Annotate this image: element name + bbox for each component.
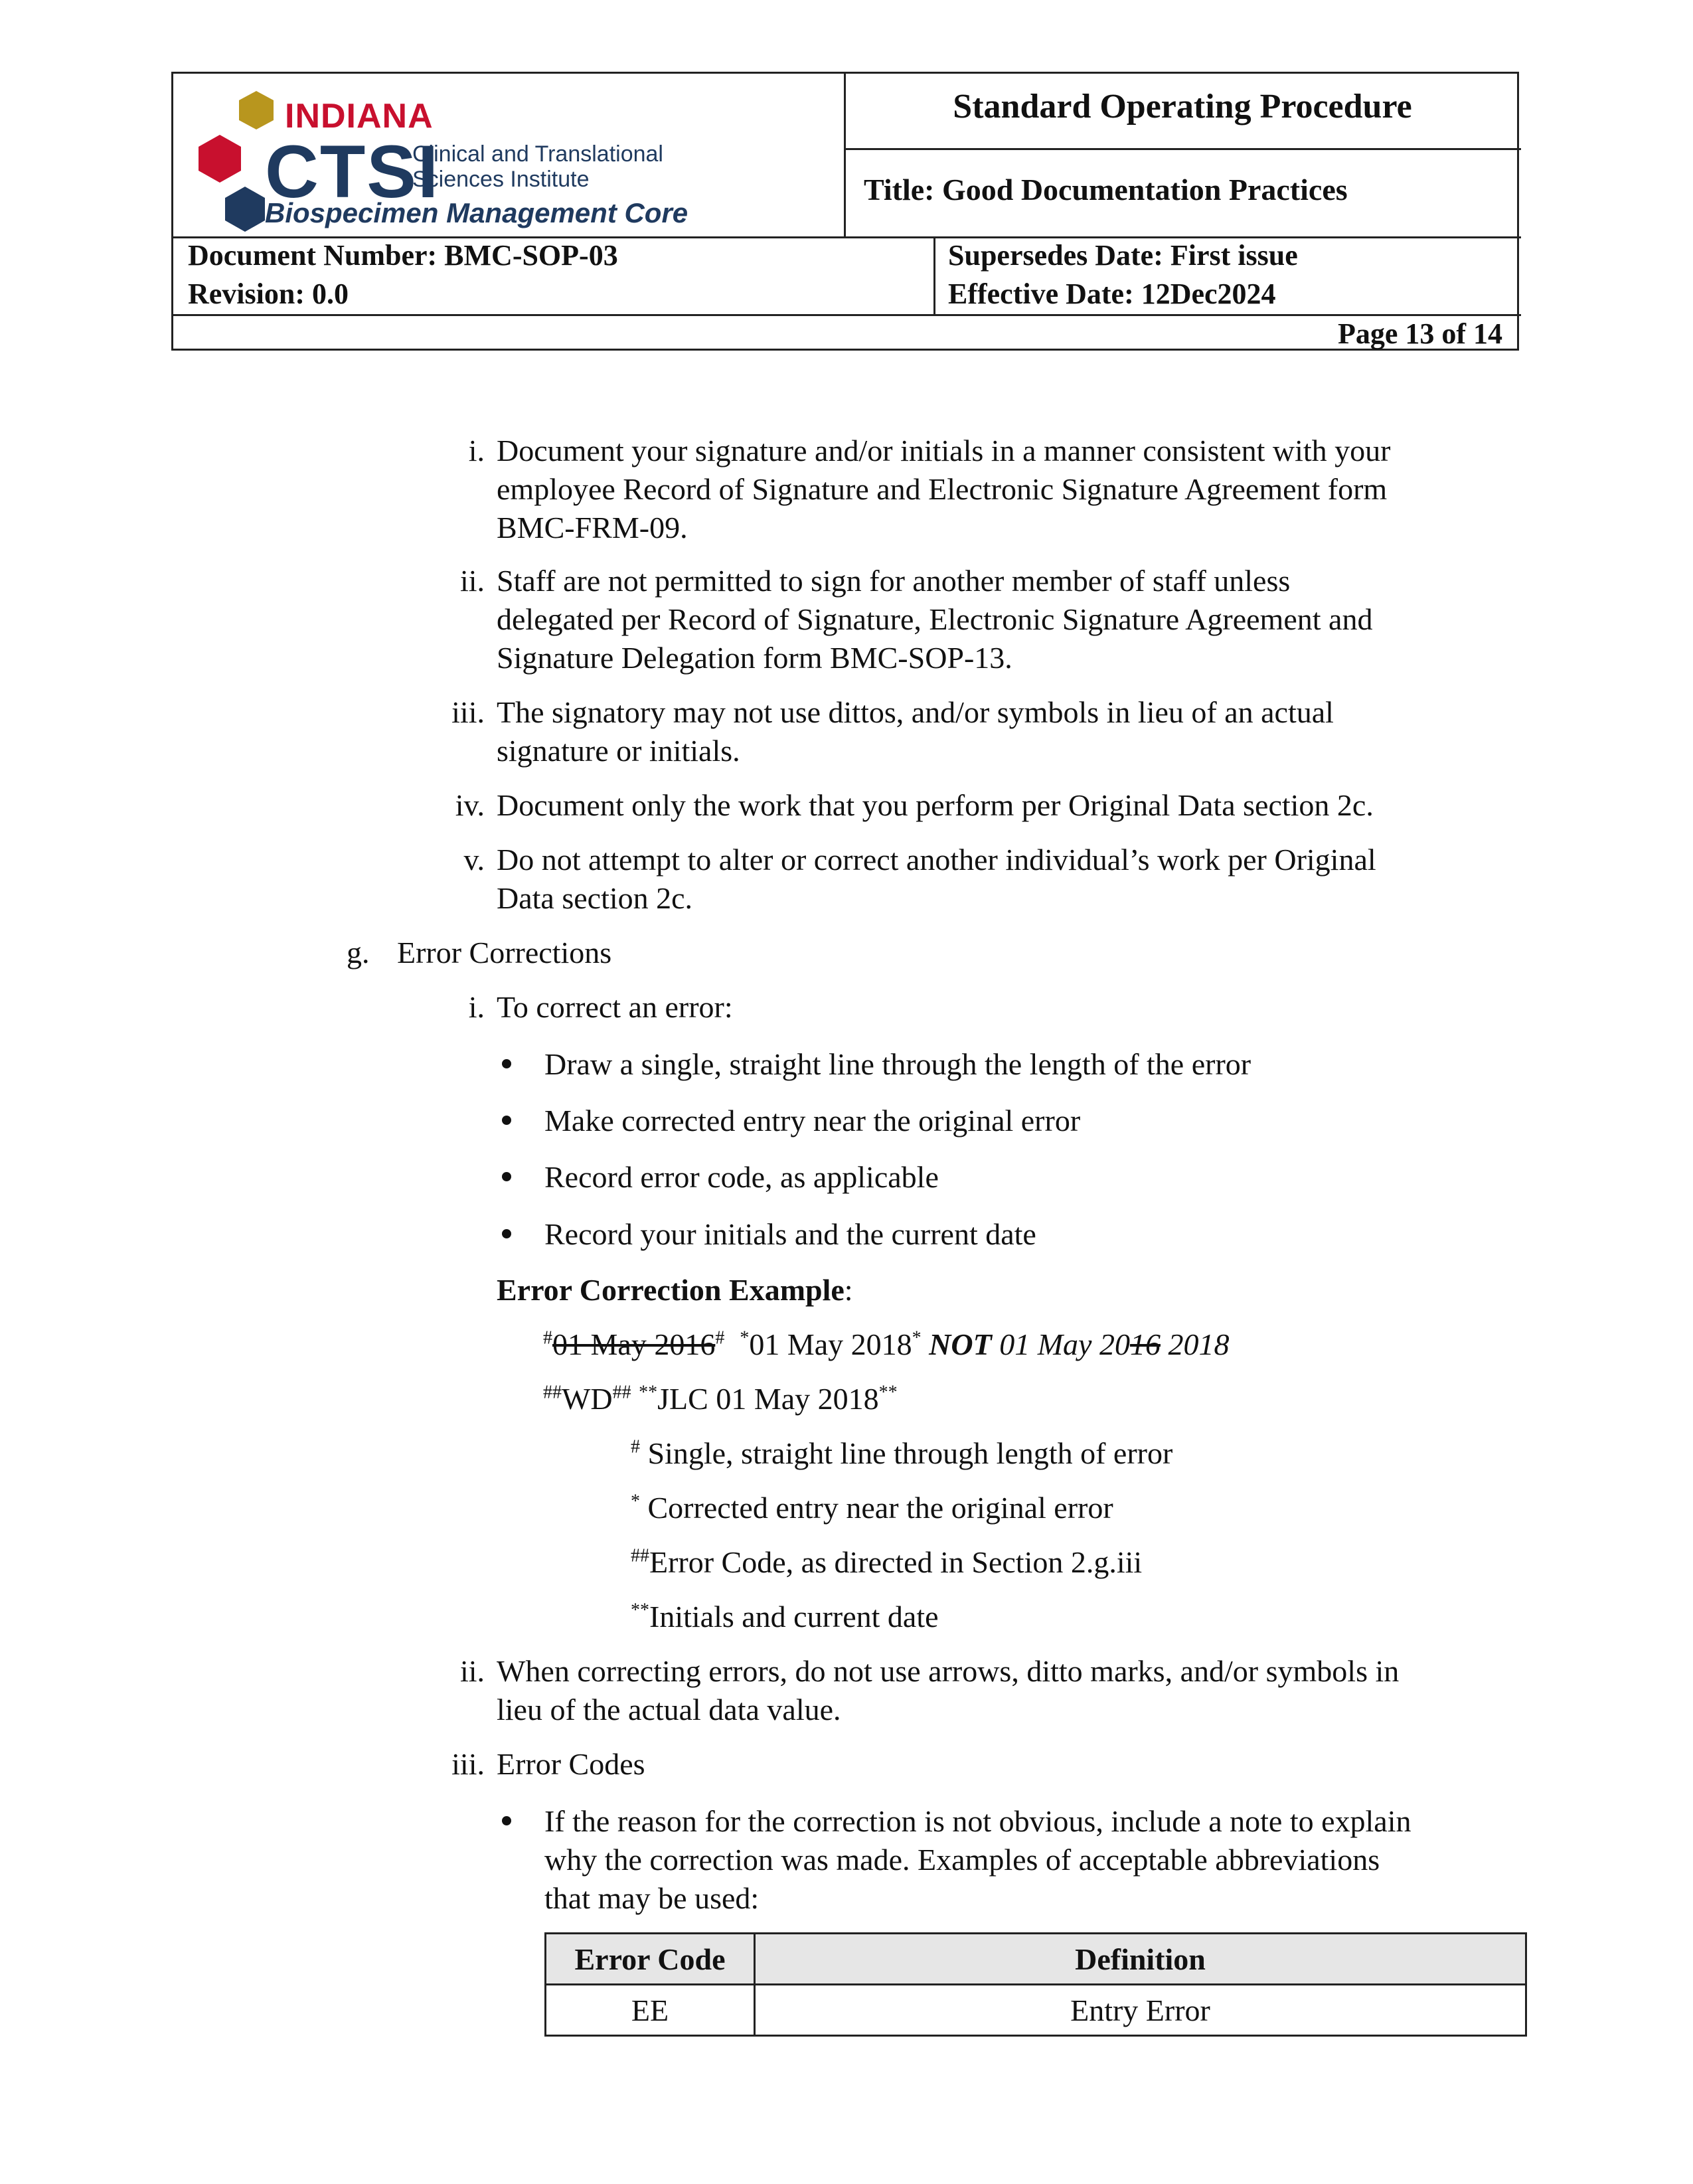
section-letter: g. — [347, 936, 370, 969]
example-heading — [497, 1271, 853, 1309]
not-example: 2018 — [1160, 1327, 1230, 1361]
example-line-2 — [543, 1380, 898, 1418]
table-cell: EE — [546, 1985, 755, 2036]
legend-text: Single, straight line through length of error — [640, 1436, 1173, 1470]
double-star-mark: ** — [878, 1382, 898, 1403]
logo-core: Biospecimen Management Core — [265, 197, 688, 228]
document-number: Document Number: BMC-SOP-03 — [188, 239, 618, 272]
logo-ctsi: CTSI — [265, 130, 440, 213]
supersedes-date: Supersedes Date: First issue — [948, 239, 1298, 272]
revision: Revision: 0.0 — [188, 278, 349, 310]
bullet-icon — [502, 1816, 511, 1825]
bullet-icon — [502, 1059, 511, 1068]
doc-title: Title: Good Documentation Practices — [864, 173, 1348, 207]
error-code-entry: WD — [562, 1382, 613, 1416]
list-number: v. — [463, 843, 485, 877]
example-heading-text: Error Correction Example — [497, 1273, 845, 1307]
table-header-cell: Error Code — [546, 1934, 755, 1985]
list-item-text: Error Codes — [497, 1747, 645, 1781]
double-hash-mark: ## — [543, 1382, 562, 1403]
not-example-struck: 16 — [1129, 1327, 1161, 1361]
example-line-1 — [543, 1325, 1229, 1364]
legend-text: Error Code, as directed in Section 2.g.iii — [649, 1545, 1143, 1579]
logo-subtitle: Clinical and Translational — [412, 141, 663, 167]
list-number: iv. — [455, 788, 485, 822]
logo-indiana: INDIANA — [285, 97, 434, 135]
legend-text: Corrected entry near the original error — [640, 1491, 1113, 1525]
bullet-text: that may be used: — [544, 1881, 760, 1915]
list-item-text: signature or initials. — [497, 734, 740, 768]
bullet-text: Draw a single, straight line through the length of the error — [544, 1047, 1251, 1081]
header-divider — [844, 148, 1521, 150]
list-item-text: Document your signature and/or initials in a manner consistent with your — [497, 434, 1391, 467]
list-item-text: Signature Delegation form BMC-SOP-13. — [497, 641, 1012, 675]
double-hash-mark: ## — [612, 1382, 631, 1403]
hash-mark: # — [715, 1327, 725, 1349]
list-item-text: To correct an error: — [497, 990, 733, 1024]
star-mark: * — [912, 1327, 922, 1349]
bullet-text: Record error code, as applicable — [544, 1160, 939, 1194]
list-item-text: When correcting errors, do not use arrows, ditto marks, and/or symbols in — [497, 1654, 1400, 1688]
list-number: ii. — [459, 564, 485, 598]
list-number: i. — [468, 434, 485, 467]
list-number: ii. — [459, 1654, 485, 1688]
list-item-text: Document only the work that you perform per Original Data section 2c. — [497, 788, 1374, 822]
list-item-text: lieu of the actual data value. — [497, 1693, 841, 1726]
legend-item — [631, 1434, 1172, 1473]
bullet-text: Record your initials and the current date — [544, 1217, 1036, 1251]
bullet-text: If the reason for the correction is not obvious, include a note to explain — [544, 1804, 1411, 1838]
legend-item — [631, 1598, 939, 1636]
bullet-icon — [502, 1172, 511, 1181]
list-number: i. — [468, 990, 485, 1024]
bullet-icon — [502, 1116, 511, 1125]
section-heading: Error Corrections — [397, 936, 612, 969]
list-item-text: delegated per Record of Signature, Electronic Signature Agreement and — [497, 602, 1373, 636]
list-item-text: Do not attempt to alter or correct another individual’s work per Original — [497, 843, 1376, 877]
not-example: 01 May 20 — [991, 1327, 1130, 1361]
logo-subtitle: Sciences Institute — [412, 167, 590, 192]
not-word: NOT — [929, 1327, 992, 1361]
error-code-table — [544, 1932, 1527, 2037]
legend-mark: # — [631, 1436, 640, 1458]
bullet-text: Make corrected entry near the original error — [544, 1104, 1081, 1137]
effective-date: Effective Date: 12Dec2024 — [948, 278, 1276, 310]
example-heading-colon: : — [844, 1273, 853, 1307]
corrected-entry: 01 May 2018 — [749, 1327, 912, 1361]
header-divider — [933, 236, 935, 314]
legend-mark: ** — [631, 1600, 649, 1621]
table-row — [546, 1985, 1526, 2036]
hash-mark: # — [543, 1327, 552, 1349]
bullet-icon — [502, 1229, 511, 1238]
list-number: iii. — [451, 695, 485, 729]
legend-text: Initials and current date — [649, 1600, 939, 1634]
list-item-text: The signatory may not use dittos, and/or symbols in lieu of an actual — [497, 695, 1334, 729]
table-cell: Entry Error — [755, 1985, 1526, 2036]
initials-entry: JLC 01 May 2018 — [657, 1382, 879, 1416]
legend-item — [631, 1543, 1142, 1582]
table-header-cell: Definition — [755, 1934, 1526, 1985]
list-item-text: BMC-FRM-09. — [497, 511, 688, 545]
struck-entry: 01 May 2016 — [552, 1327, 716, 1361]
table-header-row — [546, 1934, 1526, 1985]
list-item-text: Data section 2c. — [497, 881, 693, 915]
list-item-text: employee Record of Signature and Electronic Signature Agreement form — [497, 472, 1388, 506]
legend-item — [631, 1489, 1113, 1527]
header-divider — [173, 314, 1521, 316]
doc-type: Standard Operating Procedure — [953, 88, 1412, 126]
double-star-mark: ** — [639, 1382, 658, 1403]
bullet-text: why the correction was made. Examples of acceptable abbreviations — [544, 1843, 1380, 1877]
list-item-text: Staff are not permitted to sign for another member of staff unless — [497, 564, 1291, 598]
legend-mark: ## — [631, 1545, 649, 1566]
document-header — [171, 72, 1519, 351]
legend-mark: * — [631, 1491, 640, 1512]
star-mark: * — [740, 1327, 750, 1349]
page-number: Page 13 of 14 — [1337, 317, 1502, 350]
list-number: iii. — [451, 1747, 485, 1781]
